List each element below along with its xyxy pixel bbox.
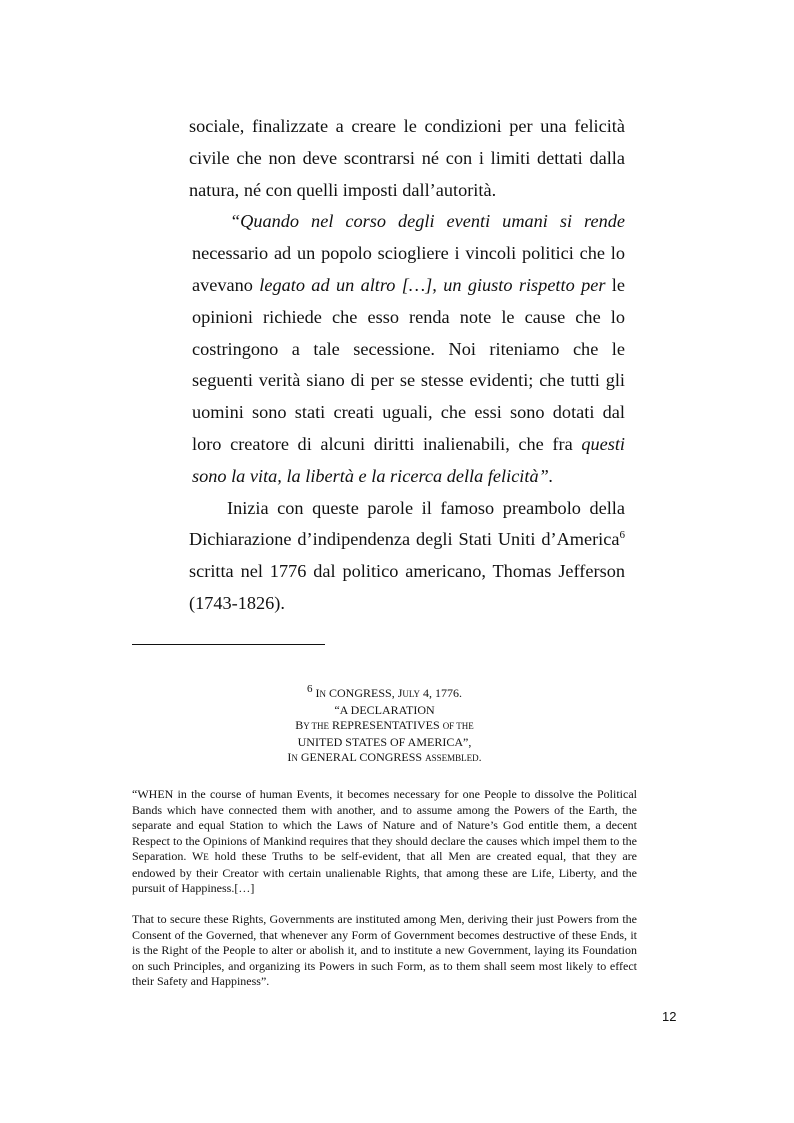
footnote-header — [132, 683, 637, 767]
footnote-paragraph-1: “WHEN in the course of human Events, it becomes necessary for one People to dissolve the Political Bands which have connected them with another, and to assume among the Powers of the Earth, the separate and equal Station to which the Laws of Nature and of Nature’s God entitle them, a decent Respect to the Opinions of Mankind requires that they should declare the causes which impel them to the Separation. WE hold these Truths to be self-evident, that all Men are created equal, that they are endowed by their Creator with certain unalienable Rights, that among these are Life, Liberty, and the pursuit of Happiness.[…] — [132, 787, 637, 895]
footnote-header-line-5: IN GENERAL CONGRESS ASSEMBLED. — [287, 750, 482, 765]
footnote-header-line-3: BY THE REPRESENTATIVES OF THE — [295, 718, 474, 733]
declaration-text-2: scritta nel 1776 dal politico americano, Thomas Jefferson (1743-1826). — [189, 561, 625, 613]
footnote-paragraph-2: That to secure these Rights, Governments are instituted among Men, deriving their just Powers from the Consent of the Governed, that whenever any Form of Government becomes destructive of these Ends, it is the Right of the People to alter or abolish it, and to institute a new Government, laying its Foundation on such Principles, and organizing its Powers in such Form, as to them shall seem most likely to effect their Safety and Happiness”. — [132, 912, 637, 988]
quote-paragraph — [189, 206, 625, 492]
paragraph-intro: sociale, finalizzate a creare le condizioni per una felicità civile che non deve scontrarsi né con i limiti dettati dalla natura, né con quelli imposti dall’autorità. — [189, 116, 625, 200]
footnote-header-line-4: UNITED STATES OF AMERICA”, — [297, 734, 472, 749]
footnote-header-line-2: “A DECLARATION — [334, 702, 435, 717]
main-text — [189, 111, 625, 620]
footnote-separator — [132, 644, 325, 645]
quote-text-1: necessario ad un popolo sciogliere i vincoli politici che lo avevano — [192, 243, 625, 295]
footnote-reference: 6 — [619, 529, 625, 542]
paragraph-declaration — [189, 493, 625, 620]
quote-opening: “Quando nel corso degli eventi umani si rende — [230, 211, 625, 232]
quote-italic-1: legato ad un altro […], un giusto rispetto per — [259, 274, 606, 295]
footnote-number: 6 — [307, 683, 313, 695]
footnote-header-line-1: $^6$ IN CONGRESS, JULY 4, 1776. — [307, 683, 462, 700]
quote-text-2: le opinioni richiede che esso renda note le cause che lo costringono a tale secessione. Noi riteniamo che le seguenti verità siano di per se stesse evidenti; che tutti gli uomini sono stati creati uguali, che essi sono dotati dal loro creatore di alcuni diritti inalienabili, che fra — [192, 274, 625, 454]
declaration-text-1: Inizia con queste parole il famoso preambolo della Dichiarazione d’indipendenza degli Stati Uniti d’America — [189, 497, 625, 550]
quote-italic-2: questi sono la vita, la libertà e la ricerca della felicità”. — [192, 433, 625, 486]
page-number: 12 — [662, 1009, 677, 1024]
